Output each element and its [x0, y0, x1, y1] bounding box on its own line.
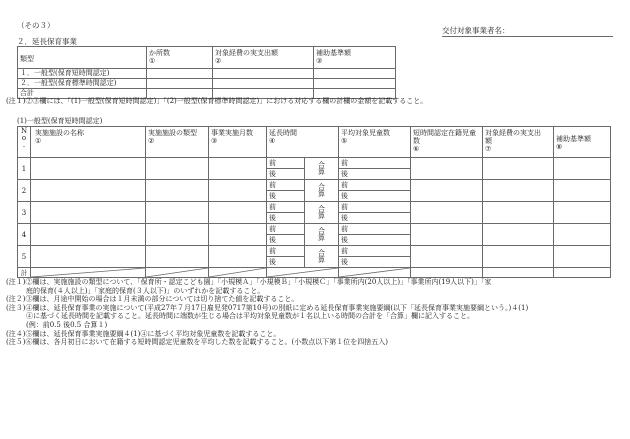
row-label: １．一般型(保育短時間認定): [18, 69, 147, 79]
extension-after-cell[interactable]: 後: [267, 235, 305, 246]
row-number: 3: [18, 202, 31, 224]
subsidy-cell[interactable]: [554, 224, 611, 246]
actual-cost-cell[interactable]: [483, 246, 554, 268]
extension-sum-cell[interactable]: 合算: [305, 180, 339, 202]
note-3: (注３)④欄は、延長保育事業の実施について(平成27年７月17日雇児発0717第10号)の別紙に定める延長保育事業実施要綱(以下「延長保育事業実施要綱という。)４(1): [6, 303, 529, 312]
note-2: (注２)③欄は、月途中開始の場合は１月未満の部分については切り捨てた値を記載すること。: [6, 295, 299, 304]
total-actual-cost-cell[interactable]: [483, 268, 554, 278]
subsidy-cell[interactable]: [314, 69, 396, 79]
facility-name-cell[interactable]: [31, 202, 146, 224]
row-number: 2: [18, 180, 31, 202]
subsidy-cell[interactable]: [554, 180, 611, 202]
section-title: ２．延長保育事業: [17, 37, 77, 46]
note-1: (注１)②欄は、実施施設の類型について、「保育所・認定こども園」「小規模Ａ」「小規模Ｂ」「小規模Ｃ」「事業所内(20人以上)」「事業所内(19人以下)」「家: [6, 278, 492, 286]
table-row: [18, 158, 611, 169]
total-type-disabled: [146, 268, 209, 278]
facility-type-cell[interactable]: [146, 158, 209, 180]
note-4: (注４)⑤欄は、延長保育事業実施要綱４(1)④に基づく平均対象児童数を記載すること。: [6, 329, 281, 338]
extension-before-cell[interactable]: 前: [267, 246, 305, 257]
row-number: 1: [18, 158, 31, 180]
subsection-title: (1)一般型(保育短時間認定): [17, 117, 103, 125]
actual-cost-cell[interactable]: [483, 158, 554, 180]
header-avg-children: 平均対象児童数 ⑤: [339, 127, 411, 158]
row-number: 5: [18, 246, 31, 268]
facility-name-cell[interactable]: [31, 224, 146, 246]
table-row: [18, 202, 611, 213]
recipient-label: 交付対象事業者名：: [442, 26, 510, 35]
avg-before-cell[interactable]: 前: [339, 158, 411, 169]
extension-sum-cell[interactable]: 合算: [305, 202, 339, 224]
header-actual-cost: 対象経費の実支出額 ②: [213, 47, 314, 69]
subsidy-cell[interactable]: [554, 202, 611, 224]
header-months: 事業実施月数 ③: [209, 127, 267, 158]
table-row: [18, 224, 611, 235]
total-subsidy-cell[interactable]: [554, 268, 611, 278]
short-enrolled-cell[interactable]: [411, 202, 483, 224]
recipient-name-line[interactable]: [442, 36, 613, 37]
extension-before-cell[interactable]: 前: [267, 180, 305, 191]
actual-cost-cell[interactable]: [483, 202, 554, 224]
avg-after-cell[interactable]: 後: [339, 257, 411, 268]
actual-cost-cell[interactable]: [483, 180, 554, 202]
avg-before-cell[interactable]: 前: [339, 180, 411, 191]
total-short-enrolled-cell[interactable]: [411, 268, 483, 278]
short-enrolled-cell[interactable]: [411, 180, 483, 202]
detail-table: [17, 126, 611, 278]
short-enrolled-cell[interactable]: [411, 158, 483, 180]
avg-after-cell[interactable]: 後: [339, 213, 411, 224]
short-enrolled-cell[interactable]: [411, 224, 483, 246]
summary-table: [17, 46, 396, 99]
table-row: [18, 246, 611, 257]
header-subsidy: 補助基準額 ⑧: [554, 127, 611, 158]
note-1: (注１)②③欄には、「(1)一般型(保育短時間認定)」「(2)一般型(保育標準時間認定)」における対応する欄の計欄の金額を記載すること。: [6, 97, 428, 105]
avg-after-cell[interactable]: 後: [339, 235, 411, 246]
total-row: [18, 268, 611, 278]
row-label: 合計: [18, 89, 147, 99]
facility-name-cell[interactable]: [31, 180, 146, 202]
header-no: N o .: [18, 127, 31, 158]
note-5: (注５)⑥欄は、各月初日において在籍する短時間認定児童数を平均した数を記載すること。(小数点以下第１位を四捨五入): [6, 338, 388, 347]
extension-sum-cell[interactable]: 合算: [305, 224, 339, 246]
months-cell[interactable]: [209, 246, 267, 268]
extension-before-cell[interactable]: 前: [267, 224, 305, 235]
total-months-disabled: [209, 268, 267, 278]
summary-row: [18, 69, 396, 79]
detail-header-row: [18, 127, 611, 158]
summary-header-row: [18, 47, 396, 69]
months-cell[interactable]: [209, 202, 267, 224]
facility-type-cell[interactable]: [146, 246, 209, 268]
facility-name-cell[interactable]: [31, 158, 146, 180]
note-1-cont: 庭的保育(４人以上)」「家庭的保育(３人以下)」のいずれかを記載すること。: [26, 286, 265, 295]
extension-before-cell[interactable]: 前: [267, 158, 305, 169]
extension-after-cell[interactable]: 後: [267, 213, 305, 224]
header-facility-name: 実施施設の名称 ①: [31, 127, 146, 158]
facility-type-cell[interactable]: [146, 180, 209, 202]
avg-before-cell[interactable]: 前: [339, 202, 411, 213]
total-extension-disabled: [267, 268, 339, 278]
total-label: 計: [18, 268, 31, 278]
actual-cost-cell[interactable]: [213, 79, 314, 89]
header-extension-time: 延長時間 ④: [267, 127, 339, 158]
short-enrolled-cell[interactable]: [411, 246, 483, 268]
avg-after-cell[interactable]: 後: [339, 191, 411, 202]
table-row: [18, 180, 611, 191]
total-name-disabled: [31, 268, 146, 278]
count-cell[interactable]: [147, 79, 213, 89]
header-subsidy: 補助基準額 ③: [314, 47, 396, 69]
months-cell[interactable]: [209, 158, 267, 180]
header-short-enrolled: 短時間認定在籍児童数 ⑥: [411, 127, 483, 158]
subsidy-cell[interactable]: [554, 246, 611, 268]
header-actual-cost: 対象経費の実支出額 ⑦: [483, 127, 554, 158]
header-count: か所数 ①: [147, 47, 213, 69]
subsidy-cell[interactable]: [554, 158, 611, 180]
header-facility-type: 実施施設の類型 ②: [146, 127, 209, 158]
subsidy-cell[interactable]: [314, 79, 396, 89]
facility-name-cell[interactable]: [31, 246, 146, 268]
avg-before-cell[interactable]: 前: [339, 246, 411, 257]
actual-cost-cell[interactable]: [483, 224, 554, 246]
months-cell[interactable]: [209, 180, 267, 202]
extension-sum-cell[interactable]: 合算: [305, 158, 339, 180]
note-3-example: (例：前0.5 後0.5 合算１): [26, 320, 108, 329]
count-cell[interactable]: [147, 69, 213, 79]
extension-sum-cell[interactable]: 合算: [305, 246, 339, 268]
extension-after-cell[interactable]: 後: [267, 169, 305, 180]
extension-after-cell[interactable]: 後: [267, 191, 305, 202]
avg-after-cell[interactable]: 後: [339, 169, 411, 180]
months-cell[interactable]: [209, 224, 267, 246]
facility-type-cell[interactable]: [146, 202, 209, 224]
avg-before-cell[interactable]: 前: [339, 224, 411, 235]
note-3-cont: ④に基づく延長時間を記載すること。延長時間に端数が生じる場合は平均対象児童数が１名以上いる時間の合計を「合算」欄に記入すること。: [26, 312, 474, 321]
actual-cost-cell[interactable]: [213, 69, 314, 79]
notes-block: [6, 278, 528, 347]
page-label: （その３）: [17, 21, 55, 30]
header-type: 類型: [18, 47, 147, 69]
extension-after-cell[interactable]: 後: [267, 257, 305, 268]
row-label: ２．一般型(保育標準時間認定): [18, 79, 147, 89]
row-number: 4: [18, 224, 31, 246]
summary-row: [18, 79, 396, 89]
total-avg-disabled: [339, 268, 411, 278]
extension-before-cell[interactable]: 前: [267, 202, 305, 213]
facility-type-cell[interactable]: [146, 224, 209, 246]
